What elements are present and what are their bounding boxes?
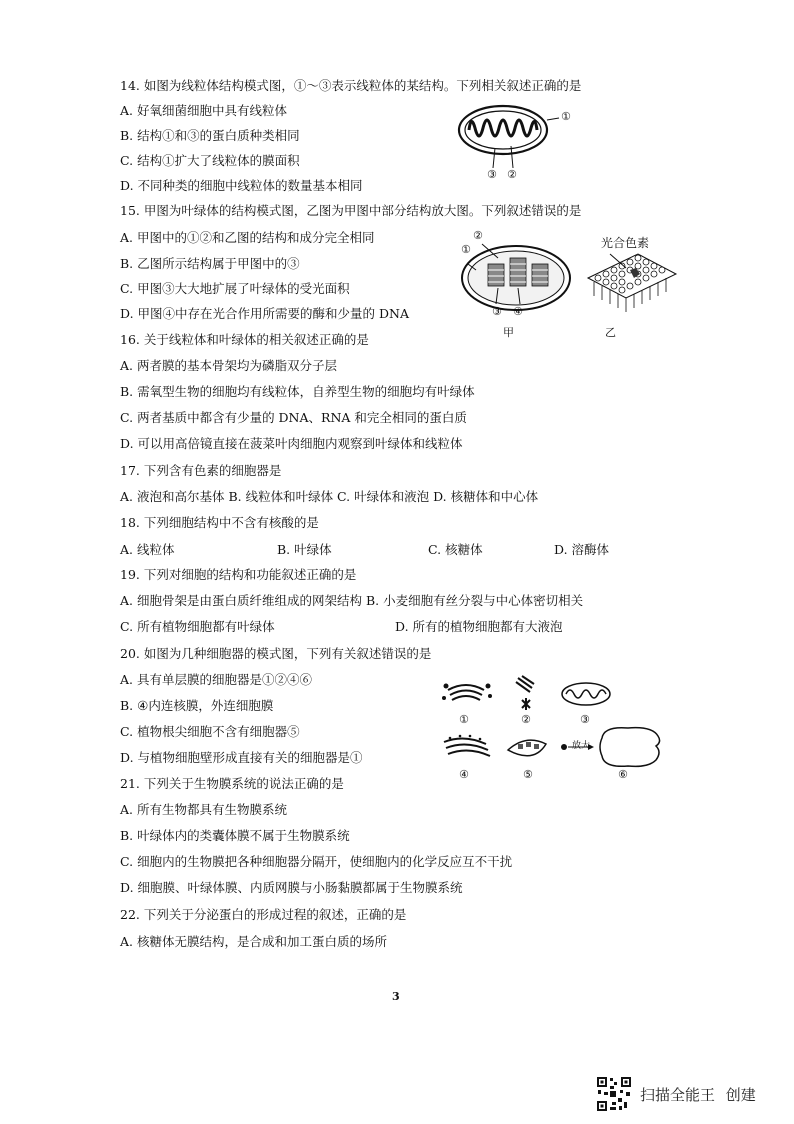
q20-label-2: ② bbox=[521, 713, 531, 726]
q20-label-5: ⑤ bbox=[523, 768, 533, 781]
q18-option-b: B. 叶绿体 bbox=[277, 542, 332, 557]
q19-stem: 19. 下列对细胞的结构和功能叙述正确的是 bbox=[120, 567, 357, 582]
scanner-app-name-text: 扫描全能王 bbox=[640, 1086, 716, 1104]
q15-label-2: ② bbox=[473, 229, 483, 242]
q20-label-3: ③ bbox=[580, 713, 590, 726]
q16-stem: 16. 关于线粒体和叶绿体的相关叙述正确的是 bbox=[120, 332, 369, 347]
q15-label-3: ③ bbox=[492, 305, 502, 318]
q17-stem: 17. 下列含有色素的细胞器是 bbox=[120, 463, 282, 478]
qr-code-icon bbox=[596, 1076, 632, 1112]
q15-option-d: D. 甲图④中存在光合作用所需要的酶和少量的 DNA bbox=[120, 306, 409, 321]
q14-option-d: D. 不同种类的细胞中线粒体的数量基本相同 bbox=[120, 178, 363, 193]
q14-label-2: ② bbox=[507, 168, 517, 181]
q18-option-d: D. 溶酶体 bbox=[554, 542, 610, 557]
q20-zoom-label: 放大 bbox=[572, 741, 591, 751]
q16-option-a: A. 两者膜的基本骨架均为磷脂双分子层 bbox=[120, 358, 337, 373]
q15-label-1: ① bbox=[461, 243, 471, 256]
thylakoid-membrane-figure bbox=[580, 248, 680, 318]
q20-label-4: ④ bbox=[459, 768, 469, 781]
q19-option-c: C. 所有植物细胞都有叶绿体 bbox=[120, 619, 275, 634]
q22-option-a: A. 核糖体无膜结构，是合成和加工蛋白质的场所 bbox=[120, 934, 387, 949]
q20-stem: 20. 如图为几种细胞器的模式图，下列有关叙述错误的是 bbox=[120, 646, 432, 661]
q20-option-d: D. 与植物细胞壁形成直接有关的细胞器是① bbox=[120, 750, 363, 765]
q18-stem: 18. 下列细胞结构中不含有核酸的是 bbox=[120, 515, 319, 530]
q21-stem: 21. 下列关于生物膜系统的说法正确的是 bbox=[120, 776, 344, 791]
q21-option-c: C. 细胞内的生物膜把各种细胞器分隔开，使细胞内的化学反应互不干扰 bbox=[120, 854, 513, 869]
q20-option-c: C. 植物根尖细胞不含有细胞器⑤ bbox=[120, 724, 300, 739]
q15-figure-jia-label: 甲 bbox=[503, 326, 514, 339]
scanner-action-text: 创建 bbox=[725, 1086, 756, 1104]
q14-option-a: A. 好氧细菌细胞中具有线粒体 bbox=[120, 103, 287, 118]
q16-option-b: B. 需氧型生物的细胞均有线粒体，自养型生物的细胞均有叶绿体 bbox=[120, 384, 475, 399]
q20-option-a: A. 具有单层膜的细胞器是①②④⑥ bbox=[120, 672, 312, 687]
scanner-app-name bbox=[640, 1084, 756, 1105]
q19-option-ab: A. 细胞骨架是由蛋白质纤维组成的网架结构 B. 小麦细胞有丝分裂与中心体密切相关 bbox=[120, 593, 584, 608]
page-number: 3 bbox=[392, 990, 400, 1003]
q14-label-1: ① bbox=[561, 110, 571, 123]
q22-stem: 22. 下列关于分泌蛋白的形成过程的叙述，正确的是 bbox=[120, 907, 407, 922]
q16-option-d: D. 可以用高倍镜直接在菠菜叶肉细胞内观察到叶绿体和线粒体 bbox=[120, 436, 463, 451]
q21-option-b: B. 叶绿体内的类囊体膜不属于生物膜系统 bbox=[120, 828, 350, 843]
q15-pigment-label: 光合色素 bbox=[601, 236, 650, 250]
q14-label-3: ③ bbox=[487, 168, 497, 181]
q15-label-4: ④ bbox=[513, 305, 523, 318]
q15-option-a: A. 甲图中的①②和乙图的结构和成分完全相同 bbox=[120, 230, 375, 245]
q21-option-a: A. 所有生物都具有生物膜系统 bbox=[120, 802, 287, 817]
q15-option-b: B. 乙图所示结构属于甲图中的③ bbox=[120, 256, 300, 271]
q20-label-6: ⑥ bbox=[618, 768, 628, 781]
q18-option-a: A. 线粒体 bbox=[120, 542, 175, 557]
q15-figure-yi-label: 乙 bbox=[605, 326, 616, 339]
q15-option-c: C. 甲图③大大地扩展了叶绿体的受光面积 bbox=[120, 281, 350, 296]
q14-option-c: C. 结构①扩大了线粒体的膜面积 bbox=[120, 153, 300, 168]
q14-option-b: B. 结构①和③的蛋白质种类相同 bbox=[120, 128, 300, 143]
q18-option-c: C. 核糖体 bbox=[428, 542, 483, 557]
q15-stem: 15. 甲图为叶绿体的结构模式图，乙图为甲图中部分结构放大图。下列叙述错误的是 bbox=[120, 203, 582, 218]
q21-option-d: D. 细胞膜、叶绿体膜、内质网膜与小肠黏膜都属于生物膜系统 bbox=[120, 880, 463, 895]
q20-option-b: B. ④内连核膜，外连细胞膜 bbox=[120, 698, 274, 713]
q16-option-c: C. 两者基质中都含有少量的 DNA、RNA 和完全相同的蛋白质 bbox=[120, 410, 467, 425]
q20-label-1: ① bbox=[459, 713, 469, 726]
q19-option-d: D. 所有的植物细胞都有大液泡 bbox=[395, 619, 563, 634]
q17-options: A. 液泡和高尔基体 B. 线粒体和叶绿体 C. 叶绿体和液泡 D. 核糖体和中心体 bbox=[120, 489, 539, 504]
q14-stem: 14. 如图为线粒体结构模式图，①～③表示线粒体的某结构。下列相关叙述正确的是 bbox=[120, 78, 582, 93]
organelles-figure bbox=[438, 672, 668, 782]
